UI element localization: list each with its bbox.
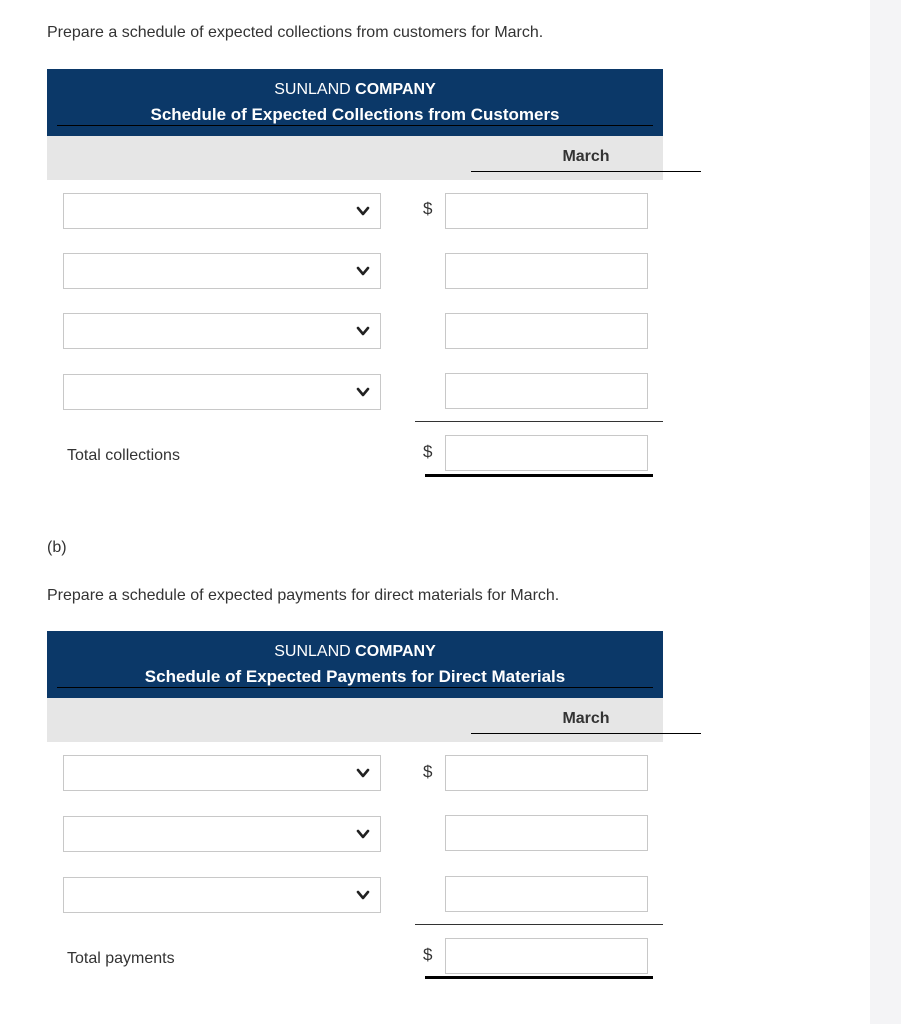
payments-schedule-header: [47, 631, 663, 698]
company-name-bold: COMPANY: [355, 81, 436, 98]
payments-row-2-select[interactable]: [63, 816, 381, 852]
chevron-down-icon: [356, 204, 370, 218]
chevron-down-icon: [356, 324, 370, 338]
collections-row-3-amount[interactable]: [445, 313, 648, 349]
collections-row-4-amount[interactable]: [445, 373, 648, 409]
currency-symbol: $: [423, 442, 433, 461]
schedule-title: Schedule of Expected Payments for Direct Materials: [144, 667, 566, 686]
total-payments-amount[interactable]: [445, 938, 648, 974]
chevron-down-icon: [356, 264, 370, 278]
header-rule: [57, 687, 653, 688]
column-header-row: [47, 136, 663, 180]
currency-symbol: $: [423, 199, 433, 218]
collections-row-4-select[interactable]: [63, 374, 381, 410]
company-name-regular: SUNLAND: [274, 81, 356, 98]
payments-row-1-amount[interactable]: [445, 755, 648, 791]
payments-row-2-amount[interactable]: [445, 815, 648, 851]
company-name: [47, 643, 663, 661]
chevron-down-icon: [356, 385, 370, 399]
collections-row-3-select[interactable]: [63, 313, 381, 349]
collections-row-1-amount[interactable]: [445, 193, 648, 229]
company-name-bold: COMPANY: [355, 643, 436, 660]
currency-symbol: $: [423, 762, 433, 781]
schedule-title: Schedule of Expected Collections from Customers: [150, 105, 560, 124]
column-month: March: [562, 710, 610, 727]
company-name: [47, 81, 663, 99]
total-double-rule: [425, 976, 653, 979]
subtotal-rule: [415, 421, 663, 422]
total-payments-label: Total payments: [67, 950, 175, 967]
chevron-down-icon: [356, 766, 370, 780]
column-underline: [471, 171, 701, 172]
total-collections-amount[interactable]: [445, 435, 648, 471]
column-month: March: [562, 148, 610, 165]
collections-schedule-header: [47, 69, 663, 136]
instruction-collections: Prepare a schedule of expected collections from customers for March.: [47, 24, 544, 41]
column-underline: [471, 733, 701, 734]
payments-row-3-amount[interactable]: [445, 876, 648, 912]
header-rule: [57, 125, 653, 126]
subtotal-rule: [415, 924, 663, 925]
total-double-rule: [425, 474, 653, 477]
column-header-row: [47, 698, 663, 742]
collections-row-2-amount[interactable]: [445, 253, 648, 289]
collections-row-1-select[interactable]: [63, 193, 381, 229]
chevron-down-icon: [356, 888, 370, 902]
payments-row-1-select[interactable]: [63, 755, 381, 791]
total-collections-label: Total collections: [67, 447, 180, 464]
company-name-regular: SUNLAND: [274, 643, 356, 660]
instruction-payments: Prepare a schedule of expected payments for direct materials for March.: [47, 587, 560, 604]
currency-symbol: $: [423, 945, 433, 964]
chevron-down-icon: [356, 827, 370, 841]
collections-row-2-select[interactable]: [63, 253, 381, 289]
payments-row-3-select[interactable]: [63, 877, 381, 913]
part-b-label: (b): [47, 539, 67, 556]
